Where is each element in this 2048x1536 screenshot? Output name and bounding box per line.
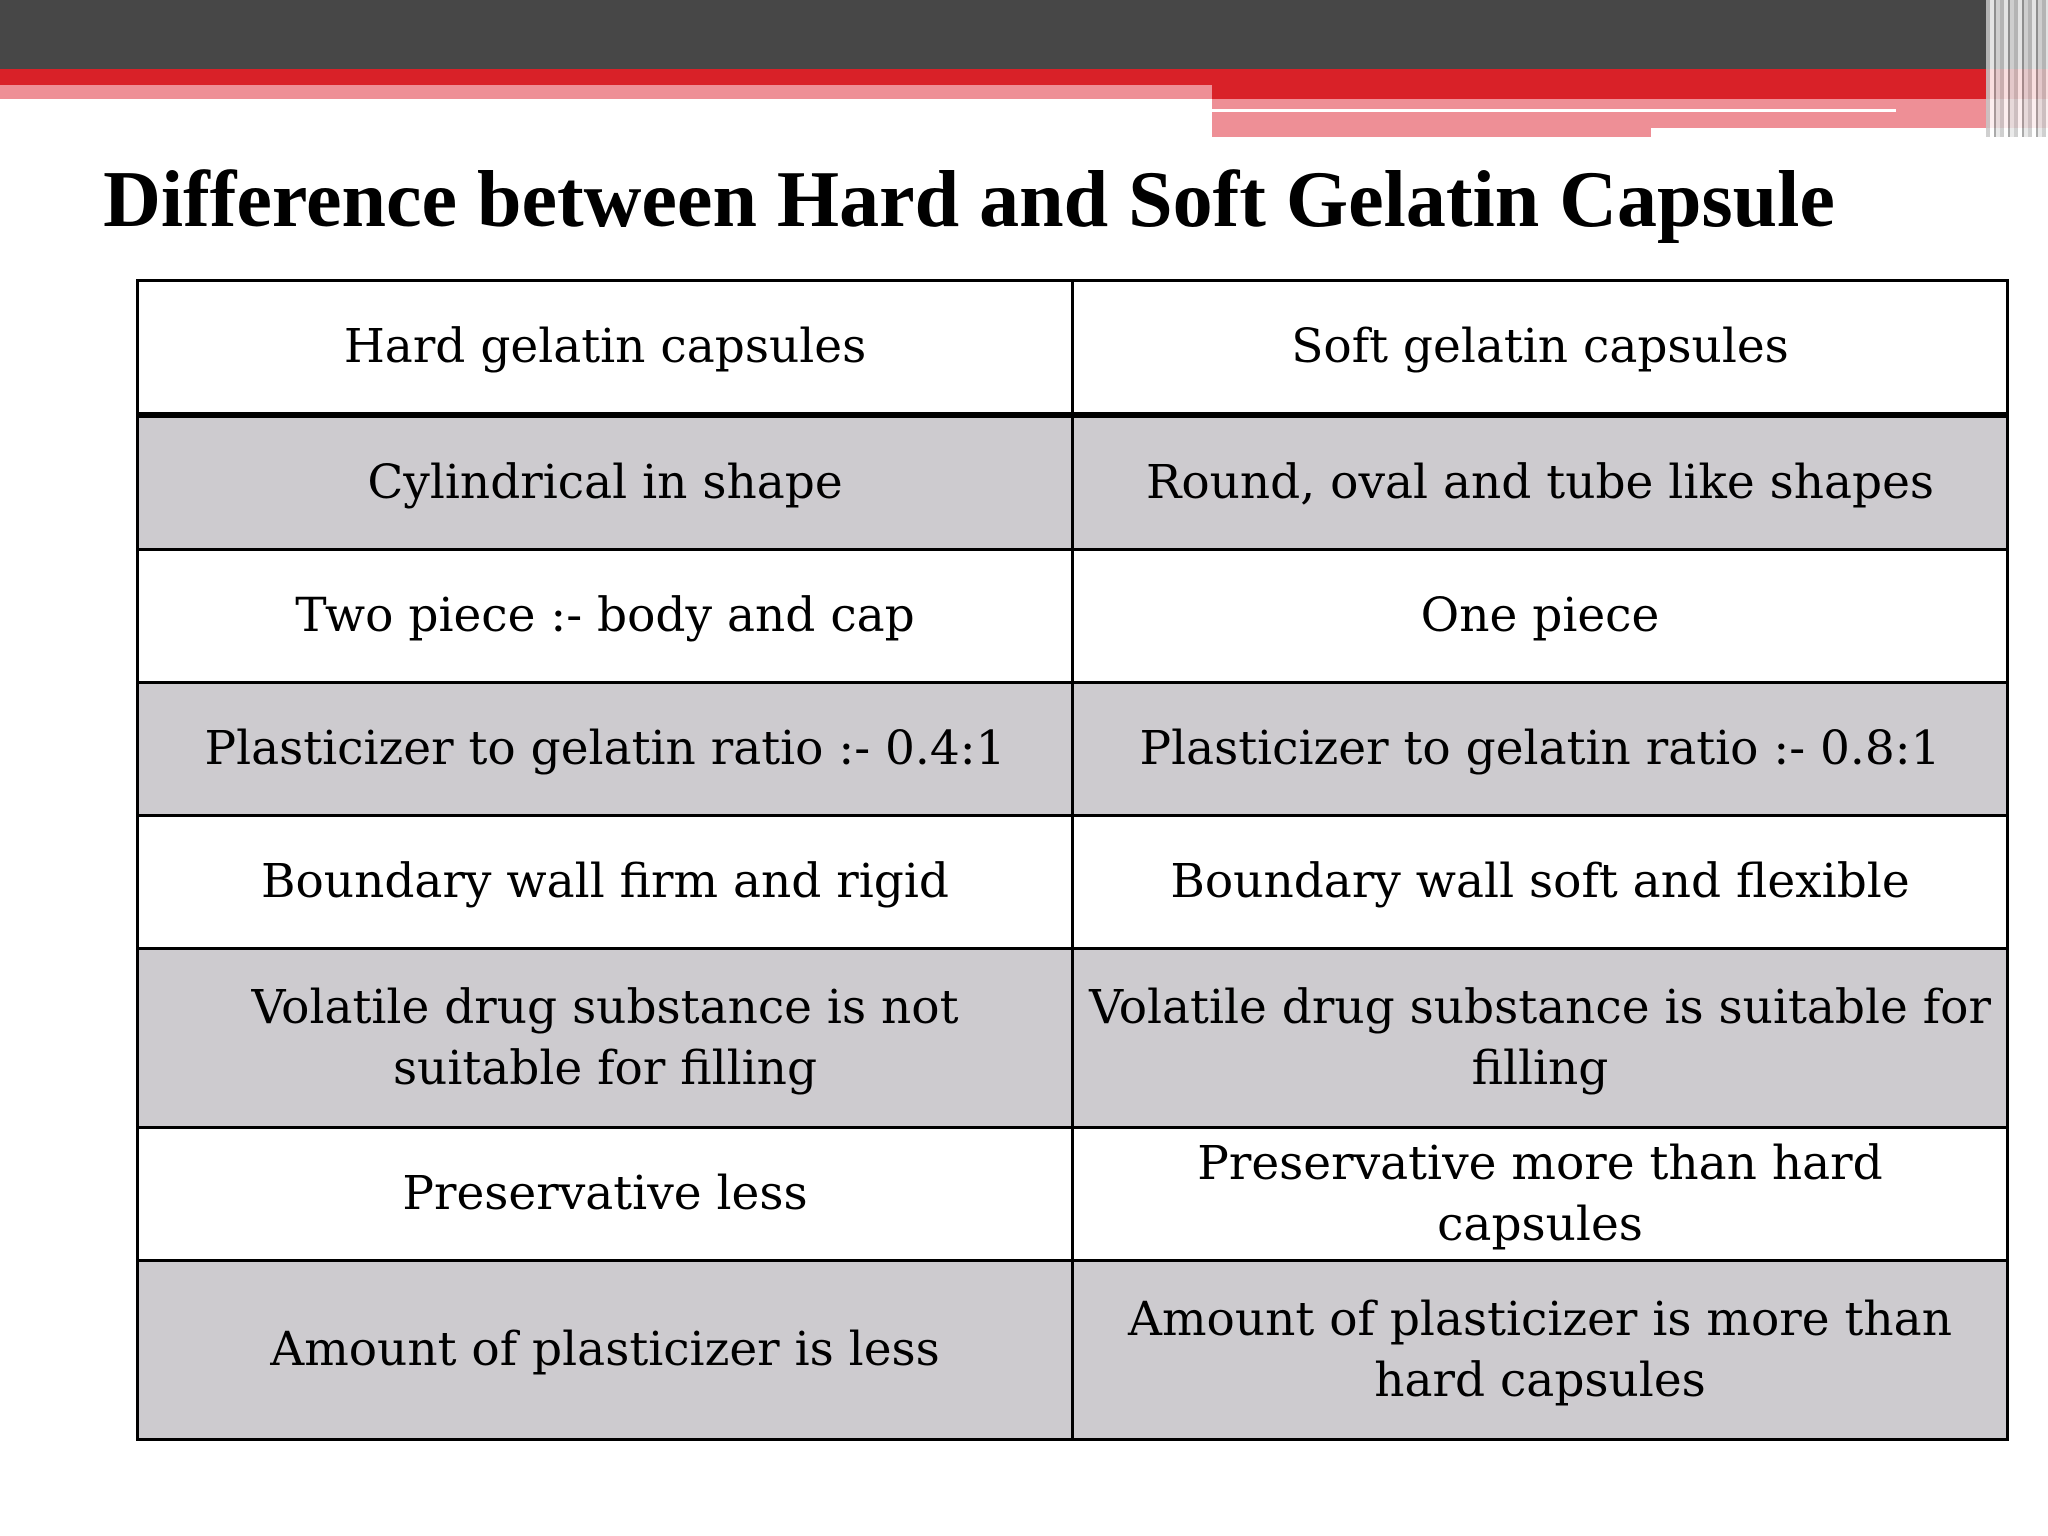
- cell-soft: Boundary wall soft and flexible: [1073, 816, 2008, 949]
- cell-hard: Preservative less: [138, 1128, 1073, 1261]
- cell-soft: Round, oval and tube like shapes: [1073, 415, 2008, 550]
- header-dark-bar: [0, 0, 2048, 69]
- table-row: [138, 683, 2008, 816]
- header-red-stripe-right: [1212, 69, 2048, 99]
- table-header-row: [138, 281, 2008, 416]
- header-white-line: [1212, 109, 1896, 112]
- table-row: [138, 816, 2008, 949]
- cell-hard: Amount of plasticizer is less: [138, 1261, 1073, 1440]
- table-row: [138, 1261, 2008, 1440]
- header-edge-stripes: [1986, 0, 2048, 137]
- cell-hard: Volatile drug substance is not suitable for filling: [138, 949, 1073, 1128]
- table-row: [138, 550, 2008, 683]
- slide-title: [0, 150, 2048, 250]
- comparison-table: [136, 279, 2009, 1441]
- cell-soft: Volatile drug substance is suitable for filling: [1073, 949, 2008, 1128]
- cell-hard: Two piece :- body and cap: [138, 550, 1073, 683]
- cell-soft: Amount of plasticizer is more than hard capsules: [1073, 1261, 2008, 1440]
- header-pink-stripe-left: [0, 85, 1212, 99]
- table-row: [138, 415, 2008, 550]
- table-row: [138, 1128, 2008, 1261]
- cell-soft: Plasticizer to gelatin ratio :- 0.8:1: [1073, 683, 2008, 816]
- slide-title-text: Difference between Hard and Soft Gelatin Capsule: [103, 156, 1835, 244]
- cell-soft: Preservative more than hard capsules: [1073, 1128, 2008, 1261]
- cell-hard: Cylindrical in shape: [138, 415, 1073, 550]
- cell-hard: Plasticizer to gelatin ratio :- 0.4:1: [138, 683, 1073, 816]
- cell-hard: Boundary wall firm and rigid: [138, 816, 1073, 949]
- header-hard-capsules: Hard gelatin capsules: [138, 281, 1073, 416]
- header-red-stripe-left: [0, 69, 1212, 85]
- header-soft-capsules: Soft gelatin capsules: [1073, 281, 2008, 416]
- table-row: [138, 949, 2008, 1128]
- cell-soft: One piece: [1073, 550, 2008, 683]
